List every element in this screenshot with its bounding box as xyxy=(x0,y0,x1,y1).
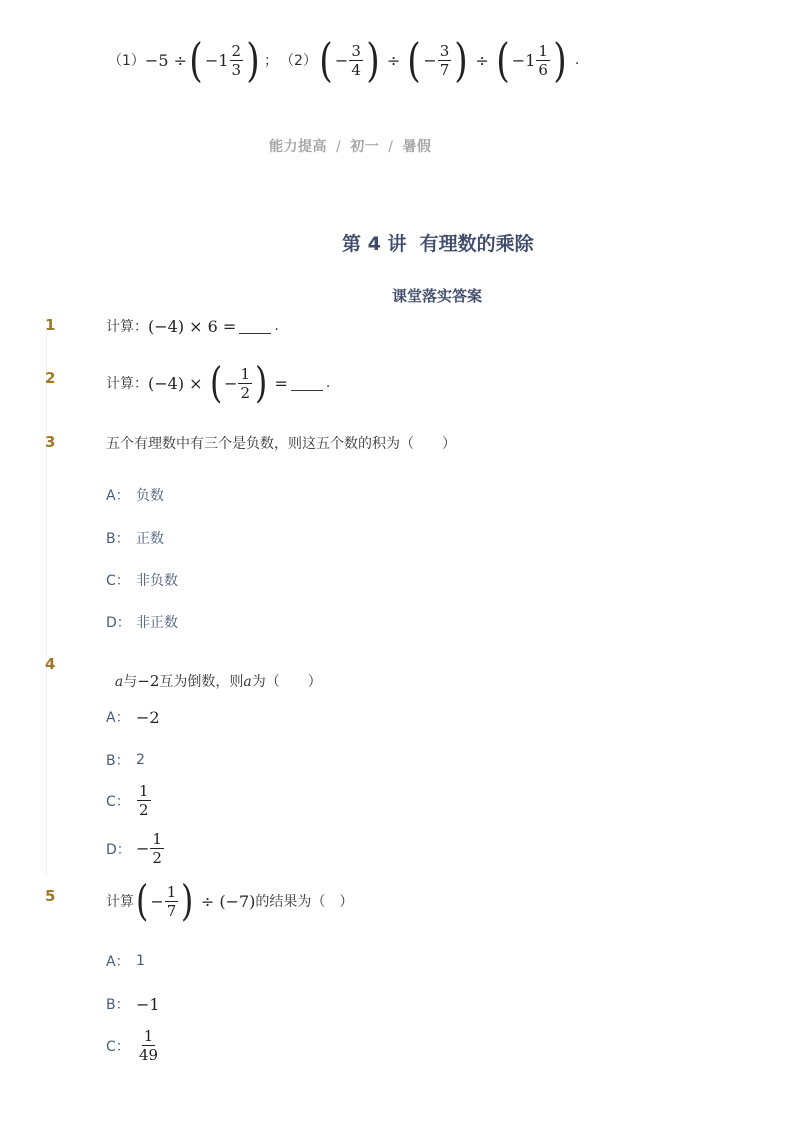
question-number: 1 xyxy=(45,316,56,334)
option-text: 非正数 xyxy=(136,615,178,631)
option-text: −2 xyxy=(136,707,160,727)
question-number: 2 xyxy=(45,369,56,387)
left-paren: ( xyxy=(189,33,203,87)
right-paren: ) xyxy=(553,33,567,87)
denominator: 2 xyxy=(139,801,149,819)
fraction xyxy=(536,42,550,79)
denominator: 2 xyxy=(152,849,162,867)
numerator: 2 xyxy=(231,41,242,60)
question-prefix: 计算： xyxy=(106,319,148,335)
divide-sign: ÷ xyxy=(470,50,494,70)
option-c[interactable] xyxy=(106,1027,161,1064)
left-paren: ( xyxy=(136,876,149,925)
question-prefix: 计算 xyxy=(106,894,134,910)
option-text: 负数 xyxy=(136,488,164,504)
numerator: 1 xyxy=(240,364,250,383)
top-exercise xyxy=(108,33,580,87)
mixed-whole: −1 xyxy=(511,50,536,70)
option-c[interactable] xyxy=(106,782,152,819)
text: 为（ ） xyxy=(251,674,322,690)
numerator: 3 xyxy=(351,41,361,60)
question-number: 3 xyxy=(45,433,56,451)
option-text: 1 xyxy=(136,953,145,969)
math-expression: (−4) × 6 = xyxy=(148,316,237,336)
equals-sign: = xyxy=(269,373,288,393)
value: −2 xyxy=(137,672,160,690)
period: . xyxy=(325,375,331,391)
question-2 xyxy=(106,360,330,406)
option-label: B： xyxy=(106,753,130,769)
question-5 xyxy=(106,878,353,924)
part-1-label: （1） xyxy=(108,53,145,69)
sign: − xyxy=(334,50,349,70)
question-text: 的结果为（ ） xyxy=(255,894,354,910)
right-paren: ) xyxy=(366,33,380,87)
option-text: 非负数 xyxy=(136,573,178,589)
denominator: 3 xyxy=(231,60,242,79)
option-a[interactable] xyxy=(106,951,145,971)
divider xyxy=(46,330,47,875)
variable: a xyxy=(114,674,124,690)
right-paren: ) xyxy=(454,33,469,87)
left-paren: ( xyxy=(407,33,422,87)
variable: a xyxy=(243,674,252,690)
breadcrumb-item[interactable]: 暑假 xyxy=(402,139,432,155)
part-1-expr: −5 ÷ xyxy=(144,50,187,70)
lecture-title: 第 4 讲 有理数的乘除 xyxy=(342,233,534,255)
option-label: D： xyxy=(106,841,131,858)
option-d[interactable] xyxy=(106,830,165,867)
divide-sign: ÷ xyxy=(381,50,406,70)
option-label: B： xyxy=(106,531,130,547)
right-paren: ) xyxy=(181,876,194,925)
question-text: 五个有理数中有三个是负数，则这五个数的积为（ ） xyxy=(106,436,456,452)
option-label: C： xyxy=(106,793,130,810)
question-number: 5 xyxy=(45,887,56,905)
math-expression: (−4) × xyxy=(148,373,208,393)
option-b[interactable] xyxy=(106,750,145,770)
separator: ； xyxy=(264,53,279,69)
period: . xyxy=(574,52,580,68)
mixed-whole: −1 xyxy=(204,50,229,70)
denominator: 2 xyxy=(240,383,250,402)
option-a[interactable] xyxy=(106,485,164,505)
fraction xyxy=(137,1027,160,1064)
breadcrumb-item[interactable]: 能力提高 xyxy=(269,139,327,155)
breadcrumb-separator: / xyxy=(388,139,394,155)
section-title: 课堂落实答案 xyxy=(392,287,483,305)
question-prefix: 计算： xyxy=(106,376,148,392)
part-2-label: （2） xyxy=(280,53,317,69)
question-text xyxy=(106,655,322,691)
sign: − xyxy=(150,891,164,911)
fraction xyxy=(150,830,164,867)
left-paren: ( xyxy=(209,358,222,407)
math-expression: ÷ (−7) xyxy=(195,891,256,911)
fraction xyxy=(165,883,179,920)
option-label: A： xyxy=(106,488,130,504)
fraction xyxy=(238,365,252,402)
fraction xyxy=(230,42,244,79)
left-paren: ( xyxy=(496,33,510,87)
question-1 xyxy=(106,314,279,338)
text: 互为倒数，则 xyxy=(159,674,244,690)
fraction xyxy=(137,782,151,819)
denominator: 6 xyxy=(538,60,548,79)
answer-blank[interactable] xyxy=(239,319,271,334)
numerator: 1 xyxy=(166,882,177,901)
breadcrumb-item[interactable]: 初一 xyxy=(350,139,380,155)
breadcrumb-separator: / xyxy=(336,139,342,155)
denominator: 7 xyxy=(439,60,450,79)
period: . xyxy=(274,318,279,334)
sign: − xyxy=(224,373,238,393)
option-c[interactable] xyxy=(106,570,178,590)
answer-blank[interactable] xyxy=(291,376,323,391)
sign: − xyxy=(423,50,437,70)
option-label: B： xyxy=(106,997,130,1013)
option-text: −1 xyxy=(136,994,160,1014)
denominator: 7 xyxy=(166,901,177,920)
option-label: A： xyxy=(106,954,130,970)
numerator: 1 xyxy=(538,41,548,60)
text: 与 xyxy=(123,674,138,690)
option-text: 2 xyxy=(136,752,145,768)
option-a[interactable] xyxy=(106,707,160,727)
option-label: A： xyxy=(106,710,130,726)
option-text: 正数 xyxy=(136,531,164,547)
numerator: 3 xyxy=(439,41,450,60)
breadcrumb xyxy=(269,136,431,156)
option-label: D： xyxy=(106,615,131,631)
fraction xyxy=(349,42,363,79)
option-b[interactable] xyxy=(106,994,160,1014)
right-paren: ) xyxy=(255,358,268,407)
option-b[interactable] xyxy=(106,528,164,548)
numerator: 1 xyxy=(143,1027,154,1045)
denominator: 4 xyxy=(351,60,361,79)
option-label: C： xyxy=(106,1038,130,1055)
question-number: 4 xyxy=(45,655,56,673)
denominator: 49 xyxy=(139,1046,159,1064)
right-paren: ) xyxy=(246,33,260,87)
numerator: 1 xyxy=(139,782,149,800)
sign: − xyxy=(136,839,150,858)
option-d[interactable] xyxy=(106,612,178,632)
left-paren: ( xyxy=(319,33,333,87)
numerator: 1 xyxy=(152,830,162,848)
fraction xyxy=(438,42,452,79)
option-label: C： xyxy=(106,573,130,589)
